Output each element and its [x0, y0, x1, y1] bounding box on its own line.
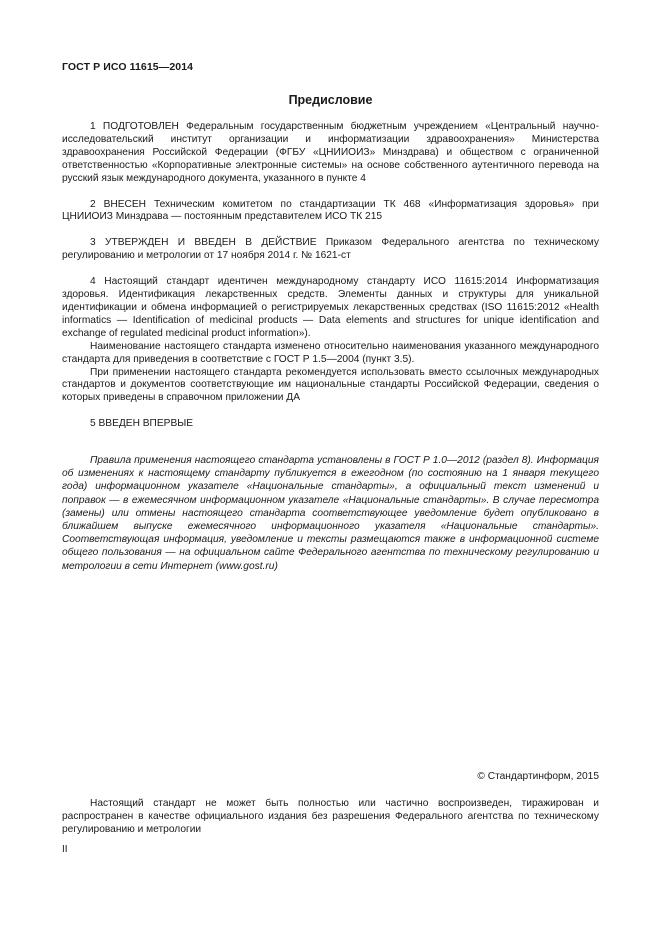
paragraph-identical: 4 Настоящий стандарт идентичен международному стандарту ИСО 11615:2014 Информатизация здоровья. Идентификация лекарственных средств. Элементы данных и структуры для уникальной идентификации и обмена информацией о регистрируемых лекарственных средствах (ISO 11615:2012 «Health informatics — Identification of medicinal products — Data elements and structures for unique identification and exchange of regulated medicinal product information»).	[62, 276, 599, 339]
copyright: © Стандартинформ, 2015	[477, 771, 599, 782]
application-rules-note	[62, 454, 599, 573]
foreword-body	[62, 121, 599, 431]
paragraph-approved: 3 УТВЕРЖДЕН И ВВЕДЕН В ДЕЙСТВИЕ Приказом Федерального агентства по техническому регулированию и метрологии от 17 ноября 2014 г. № 1621-ст	[62, 237, 599, 262]
paragraph-submitted: 2 ВНЕСЕН Техническим комитетом по стандартизации ТК 468 «Информатизация здоровья» при ЦНИИОИЗ Минздрава — постоянным представителем ИСО ТК 215	[62, 198, 599, 223]
page-number: II	[62, 844, 68, 855]
note-text: Правила применения настоящего стандарта установлены в ГОСТ Р 1.0—2012 (раздел 8). Информация об изменениях к настоящему стандарту публикуется в ежегодном (по состоянию на 1 января текущего года) информационном указателе «Национальные стандарты», а официальный текст изменений и поправок — в ежемесячном информационном указателе «Национальные стандарты». В случае пересмотра (замены) или отмены настоящего стандарта соответствующее уведомление будет опубликовано в ближайшем выпуске ежемесячного информационного указателя «Национальные стандарты». Соответствующая информация, уведомление и тексты размещаются также в информационной системе общего пользования — на официальном сайте Федерального агентства по техническому регулированию и метрологии в сети Интернет (www.gost.ru)	[62, 455, 599, 572]
paragraph-name-changed: Наименование настоящего стандарта изменено относительно наименования указанного международного стандарта для приведения в соответствие с ГОСТ Р 1.5—2004 (пункт 3.5).	[62, 340, 599, 365]
paragraph-references: При применении настоящего стандарта рекомендуется использовать вместо ссылочных международных стандартов и документов соответствующие им национальные стандарты Российской Федерации, сведения о которых приведены в справочном приложении ДА	[62, 366, 599, 404]
paragraph-introduced: 5 ВВЕДЕН ВПЕРВЫЕ	[90, 418, 194, 430]
page-title: Предисловие	[288, 93, 373, 107]
reproduction-rights	[62, 798, 599, 837]
rights-text: Настоящий стандарт не может быть полностью или частично воспроизведен, тиражирован и распространен в качестве официального издания без разрешения Федерального агентства по техническому регулированию и метрологии	[62, 798, 599, 835]
paragraph-prepared: 1 ПОДГОТОВЛЕН Федеральным государственным бюджетным учреждением «Центральный научно-исследовательский институт организации и информатизации здравоохранения» Министерства здравоохранения Российской Федерации (ФГБУ «ЦНИИОИЗ» Минздрава) и обществом с ограниченной ответственностью «Корпоративные электронные системы» на основе собственного аутентичного перевода на русский язык международного документа, указанного в пункте 4	[62, 121, 599, 184]
document-code-header: ГОСТ Р ИСО 11615—2014	[62, 61, 194, 73]
